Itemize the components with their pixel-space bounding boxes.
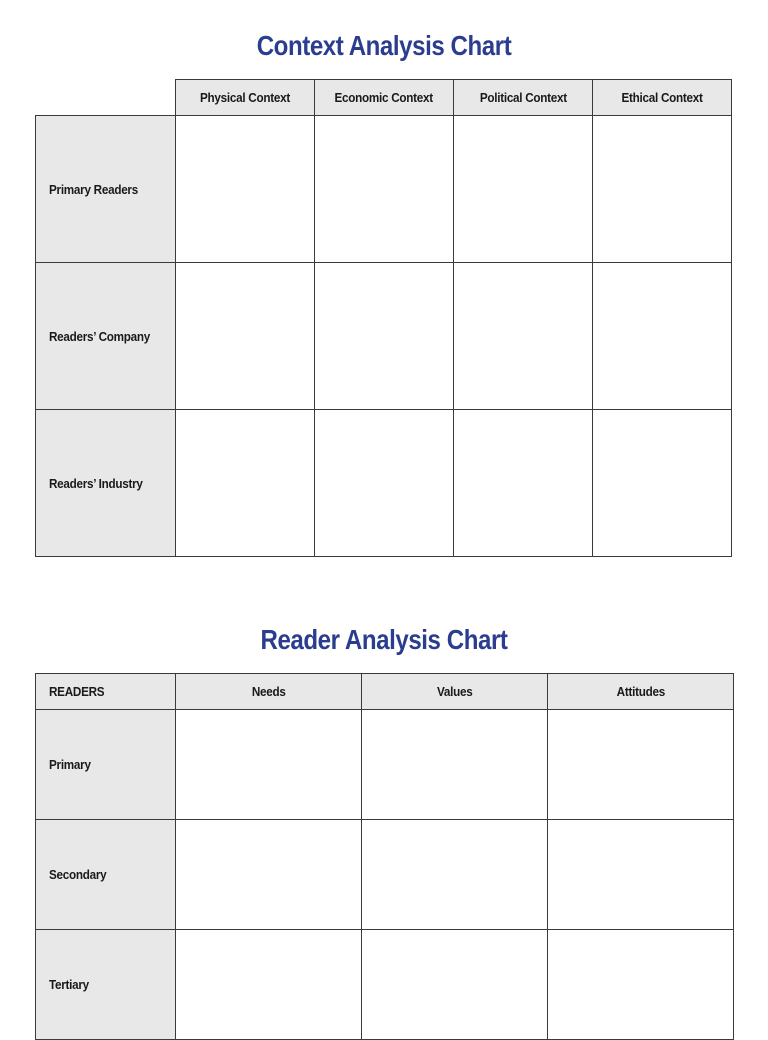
row-header-primary: Primary	[36, 710, 176, 820]
entry-cell[interactable]	[315, 263, 454, 410]
entry-cell[interactable]	[176, 820, 362, 930]
table-row	[36, 930, 734, 1040]
entry-cell[interactable]	[454, 116, 593, 263]
row-header-primary-readers: Primary Readers	[36, 116, 176, 263]
reader-chart-title: Reader Analysis Chart	[260, 624, 508, 655]
column-header-economic-context: Economic Context	[315, 80, 454, 116]
entry-cell[interactable]	[362, 820, 548, 930]
entry-cell[interactable]	[176, 710, 362, 820]
corner-label-readers: READERS	[36, 674, 176, 710]
entry-cell[interactable]	[548, 820, 734, 930]
entry-cell[interactable]	[176, 410, 315, 557]
context-chart-title: Context Analysis Chart	[256, 30, 512, 61]
column-header-political-context: Political Context	[454, 80, 593, 116]
entry-cell[interactable]	[454, 263, 593, 410]
entry-cell[interactable]	[454, 410, 593, 557]
column-header-ethical-context: Ethical Context	[593, 80, 732, 116]
table-row	[36, 820, 734, 930]
empty-corner-cell	[36, 80, 176, 116]
column-header-physical-context: Physical Context	[176, 80, 315, 116]
context-analysis-table	[35, 79, 732, 557]
entry-cell[interactable]	[362, 930, 548, 1040]
row-header-readers-industry: Readers’ Industry	[36, 410, 176, 557]
context-header-row	[36, 80, 732, 116]
table-row	[36, 116, 732, 263]
row-header-readers-company: Readers’ Company	[36, 263, 176, 410]
table-row	[36, 410, 732, 557]
entry-cell[interactable]	[548, 710, 734, 820]
reader-analysis-table	[35, 673, 734, 1040]
table-row	[36, 710, 734, 820]
entry-cell[interactable]	[176, 930, 362, 1040]
entry-cell[interactable]	[176, 263, 315, 410]
column-header-needs: Needs	[176, 674, 362, 710]
row-header-secondary: Secondary	[36, 820, 176, 930]
entry-cell[interactable]	[315, 116, 454, 263]
table-row	[36, 263, 732, 410]
entry-cell[interactable]	[315, 410, 454, 557]
entry-cell[interactable]	[593, 116, 732, 263]
entry-cell[interactable]	[176, 116, 315, 263]
entry-cell[interactable]	[593, 410, 732, 557]
row-header-tertiary: Tertiary	[36, 930, 176, 1040]
reader-header-row	[36, 674, 734, 710]
column-header-values: Values	[362, 674, 548, 710]
entry-cell[interactable]	[362, 710, 548, 820]
column-header-attitudes: Attitudes	[548, 674, 734, 710]
entry-cell[interactable]	[593, 263, 732, 410]
entry-cell[interactable]	[548, 930, 734, 1040]
